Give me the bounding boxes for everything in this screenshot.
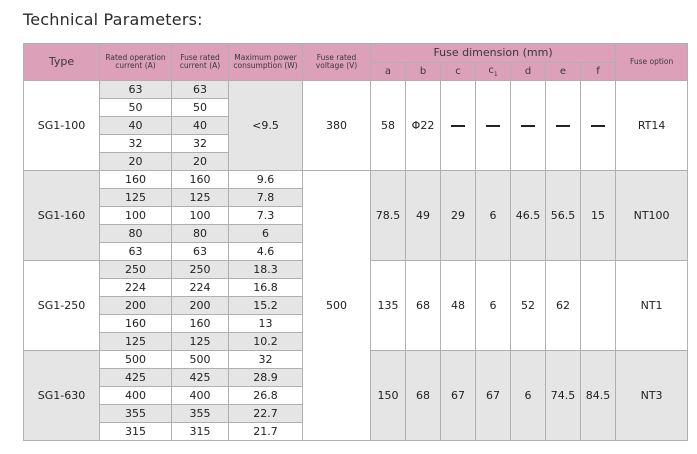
dim-e-cell: 74.5 xyxy=(546,351,581,441)
dim-f-cell: 84.5 xyxy=(581,351,616,441)
dim-e-cell: 56.5 xyxy=(546,171,581,261)
dim-c-cell: 67 xyxy=(441,351,476,441)
type-cell: SG1-100 xyxy=(24,81,100,171)
fuse-current-cell: 125 xyxy=(172,333,229,351)
header-max-power: Maximum power consumption (W) xyxy=(229,44,303,81)
power-cell: 6 xyxy=(229,225,303,243)
voltage-cell: 380 xyxy=(303,81,371,171)
fuse-current-cell: 63 xyxy=(172,243,229,261)
voltage-cell: 500 xyxy=(303,171,371,441)
rated-current-cell: 80 xyxy=(100,225,172,243)
rated-current-cell: 20 xyxy=(100,153,172,171)
rated-current-cell: 125 xyxy=(100,333,172,351)
header-fuse-rated-current: Fuse rated current (A) xyxy=(172,44,229,81)
fuse-current-cell: 250 xyxy=(172,261,229,279)
dim-c-cell: 48 xyxy=(441,261,476,351)
dim-c-cell: 29 xyxy=(441,171,476,261)
fuse-current-cell: 125 xyxy=(172,189,229,207)
fuse-current-cell: 160 xyxy=(172,315,229,333)
fuse-option-cell: RT14 xyxy=(616,81,688,171)
rated-current-cell: 224 xyxy=(100,279,172,297)
power-cell: 10.2 xyxy=(229,333,303,351)
header-dim-c1 xyxy=(476,63,511,81)
dim-c-cell xyxy=(441,81,476,171)
dim-c1-cell: 6 xyxy=(476,261,511,351)
rated-current-cell: 100 xyxy=(100,207,172,225)
dim-b-cell: 68 xyxy=(406,261,441,351)
fuse-current-cell: 80 xyxy=(172,225,229,243)
rated-current-cell: 355 xyxy=(100,405,172,423)
header-fuse-dimension: Fuse dimension (mm) xyxy=(371,44,616,63)
dash-icon xyxy=(591,125,605,127)
dim-a-cell: 58 xyxy=(371,81,406,171)
rated-current-cell: 32 xyxy=(100,135,172,153)
power-cell: 28.9 xyxy=(229,369,303,387)
fuse-current-cell: 224 xyxy=(172,279,229,297)
fuse-current-cell: 315 xyxy=(172,423,229,441)
power-cell: 7.8 xyxy=(229,189,303,207)
header-dim-d: d xyxy=(511,63,546,81)
header-fuse-option: Fuse option xyxy=(616,44,688,81)
power-cell: 15.2 xyxy=(229,297,303,315)
fuse-current-cell: 160 xyxy=(172,171,229,189)
power-cell: 32 xyxy=(229,351,303,369)
power-cell: 26.8 xyxy=(229,387,303,405)
rated-current-cell: 160 xyxy=(100,171,172,189)
dim-b-cell: 49 xyxy=(406,171,441,261)
header-dim-e: e xyxy=(546,63,581,81)
dim-c1-cell xyxy=(476,81,511,171)
rated-current-cell: 500 xyxy=(100,351,172,369)
fuse-current-cell: 50 xyxy=(172,99,229,117)
type-cell: SG1-160 xyxy=(24,171,100,261)
power-cell: 21.7 xyxy=(229,423,303,441)
dim-f-cell: 15 xyxy=(581,171,616,261)
fuse-current-cell: 40 xyxy=(172,117,229,135)
dim-d-cell: 46.5 xyxy=(511,171,546,261)
dim-d-cell xyxy=(511,81,546,171)
fuse-option-cell: NT100 xyxy=(616,171,688,261)
rated-current-cell: 400 xyxy=(100,387,172,405)
rated-current-cell: 125 xyxy=(100,189,172,207)
header-dim-b: b xyxy=(406,63,441,81)
header-dim-c1-base: c xyxy=(488,64,494,76)
power-cell: <9.5 xyxy=(229,81,303,171)
power-cell: 13 xyxy=(229,315,303,333)
dim-e-cell xyxy=(546,81,581,171)
power-cell: 16.8 xyxy=(229,279,303,297)
dim-b-cell: Φ22 xyxy=(406,81,441,171)
power-cell: 4.6 xyxy=(229,243,303,261)
header-dim-a: a xyxy=(371,63,406,81)
dim-f-cell xyxy=(581,81,616,171)
fuse-option-cell: NT3 xyxy=(616,351,688,441)
rated-current-cell: 200 xyxy=(100,297,172,315)
fuse-current-cell: 200 xyxy=(172,297,229,315)
power-cell: 18.3 xyxy=(229,261,303,279)
header-dim-f: f xyxy=(581,63,616,81)
header-row xyxy=(24,44,688,63)
type-cell: SG1-250 xyxy=(24,261,100,351)
header-type: Type xyxy=(24,44,100,81)
fuse-current-cell: 100 xyxy=(172,207,229,225)
dim-e-cell: 62 xyxy=(546,261,581,351)
rated-current-cell: 63 xyxy=(100,81,172,99)
dash-icon xyxy=(486,125,500,127)
header-rated-current: Rated operation current (A) xyxy=(100,44,172,81)
dim-b-cell: 68 xyxy=(406,351,441,441)
header-dim-c: c xyxy=(441,63,476,81)
rated-current-cell: 50 xyxy=(100,99,172,117)
dash-icon xyxy=(521,125,535,127)
fuse-current-cell: 400 xyxy=(172,387,229,405)
header-dim-c1-sub: 1 xyxy=(493,70,498,78)
rated-current-cell: 250 xyxy=(100,261,172,279)
fuse-option-cell: NT1 xyxy=(616,261,688,351)
dim-f-cell xyxy=(581,261,616,351)
rated-current-cell: 40 xyxy=(100,117,172,135)
dim-d-cell: 52 xyxy=(511,261,546,351)
rated-current-cell: 425 xyxy=(100,369,172,387)
fuse-current-cell: 32 xyxy=(172,135,229,153)
page-title: Technical Parameters: xyxy=(23,10,203,29)
power-cell: 9.6 xyxy=(229,171,303,189)
dash-icon xyxy=(556,125,570,127)
dim-a-cell: 78.5 xyxy=(371,171,406,261)
rated-current-cell: 63 xyxy=(100,243,172,261)
power-cell: 7.3 xyxy=(229,207,303,225)
fuse-current-cell: 500 xyxy=(172,351,229,369)
power-cell: 22.7 xyxy=(229,405,303,423)
fuse-current-cell: 63 xyxy=(172,81,229,99)
fuse-current-cell: 425 xyxy=(172,369,229,387)
fuse-current-cell: 20 xyxy=(172,153,229,171)
dim-d-cell: 6 xyxy=(511,351,546,441)
dim-a-cell: 135 xyxy=(371,261,406,351)
table-row xyxy=(24,171,688,189)
rated-current-cell: 160 xyxy=(100,315,172,333)
technical-parameters-table xyxy=(23,43,688,441)
table-row xyxy=(24,81,688,99)
dim-c1-cell: 6 xyxy=(476,171,511,261)
dash-icon xyxy=(451,125,465,127)
fuse-current-cell: 355 xyxy=(172,405,229,423)
type-cell: SG1-630 xyxy=(24,351,100,441)
dim-c1-cell: 67 xyxy=(476,351,511,441)
rated-current-cell: 315 xyxy=(100,423,172,441)
dim-a-cell: 150 xyxy=(371,351,406,441)
header-fuse-voltage: Fuse rated voltage (V) xyxy=(303,44,371,81)
